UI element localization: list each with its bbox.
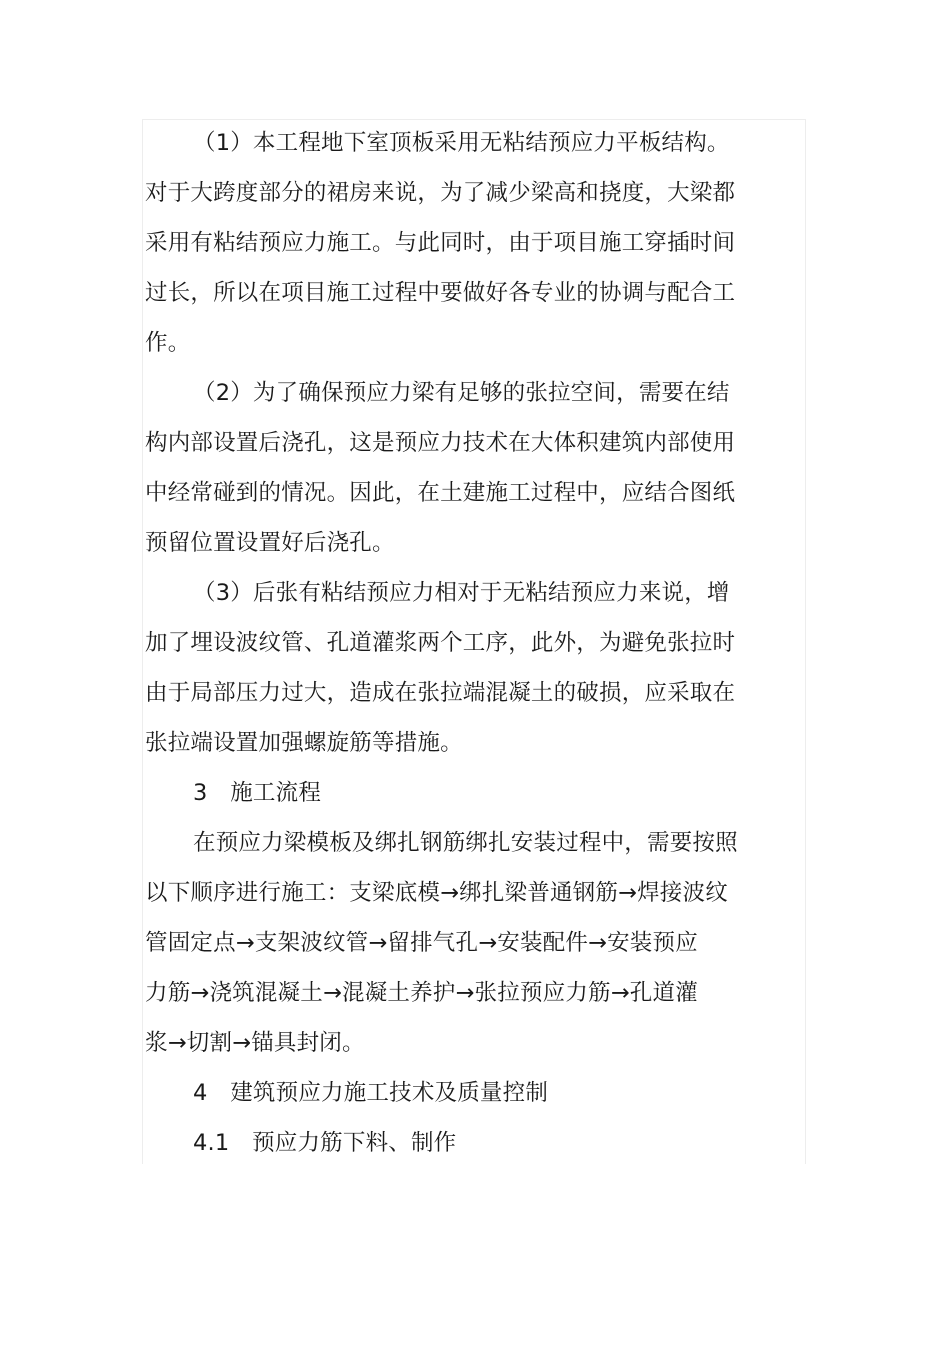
paragraph-2-line-4: 预留位置设置好后浇孔。 bbox=[145, 530, 395, 556]
section-heading-4: 4 建筑预应力施工技术及质量控制 bbox=[193, 1080, 549, 1106]
paragraph-1-line-2: 对于大跨度部分的裙房来说，为了减少梁高和挠度，大梁都 bbox=[145, 180, 736, 206]
paragraph-4-line-5: 浆→切割→锚具封闭。 bbox=[145, 1030, 365, 1056]
paragraph-1-line-3: 采用有粘结预应力施工。与此同时，由于项目施工穿插时间 bbox=[145, 230, 736, 256]
paragraph-3-line-1: （3）后张有粘结预应力相对于无粘结预应力来说，增 bbox=[193, 580, 730, 606]
section-heading-3: 3 施工流程 bbox=[193, 780, 322, 806]
paragraph-1-line-1: （1）本工程地下室顶板采用无粘结预应力平板结构。 bbox=[193, 130, 730, 156]
paragraph-3-line-2: 加了埋设波纹管、孔道灌浆两个工序，此外，为避免张拉时 bbox=[145, 630, 736, 656]
paragraph-4-line-4: 力筋→浇筑混凝土→混凝土养护→张拉预应力筋→孔道灌 bbox=[145, 980, 698, 1006]
paragraph-2-line-1: （2）为了确保预应力梁有足够的张拉空间，需要在结 bbox=[193, 380, 730, 406]
section-heading-4-1: 4.1 预应力筋下料、制作 bbox=[193, 1130, 457, 1156]
paragraph-3-line-3: 由于局部压力过大，造成在张拉端混凝土的破损，应采取在 bbox=[145, 680, 736, 706]
paragraph-1-line-5: 作。 bbox=[145, 330, 191, 356]
paragraph-1-line-4: 过长，所以在项目施工过程中要做好各专业的协调与配合工 bbox=[145, 280, 736, 306]
paragraph-2-line-2: 构内部设置后浇孔，这是预应力技术在大体积建筑内部使用 bbox=[145, 430, 736, 456]
paragraph-4-line-3: 管固定点→支架波纹管→留排气孔→安装配件→安装预应 bbox=[145, 930, 698, 956]
paragraph-2-line-3: 中经常碰到的情况。因此，在土建施工过程中，应结合图纸 bbox=[145, 480, 736, 506]
paragraph-4-line-1: 在预应力梁模板及绑扎钢筋绑扎安装过程中，需要按照 bbox=[193, 830, 738, 856]
paragraph-3-line-4: 张拉端设置加强螺旋筋等措施。 bbox=[145, 730, 463, 756]
paragraph-4-line-2: 以下顺序进行施工：支梁底模→绑扎梁普通钢筋→焊接波纹 bbox=[145, 880, 728, 906]
